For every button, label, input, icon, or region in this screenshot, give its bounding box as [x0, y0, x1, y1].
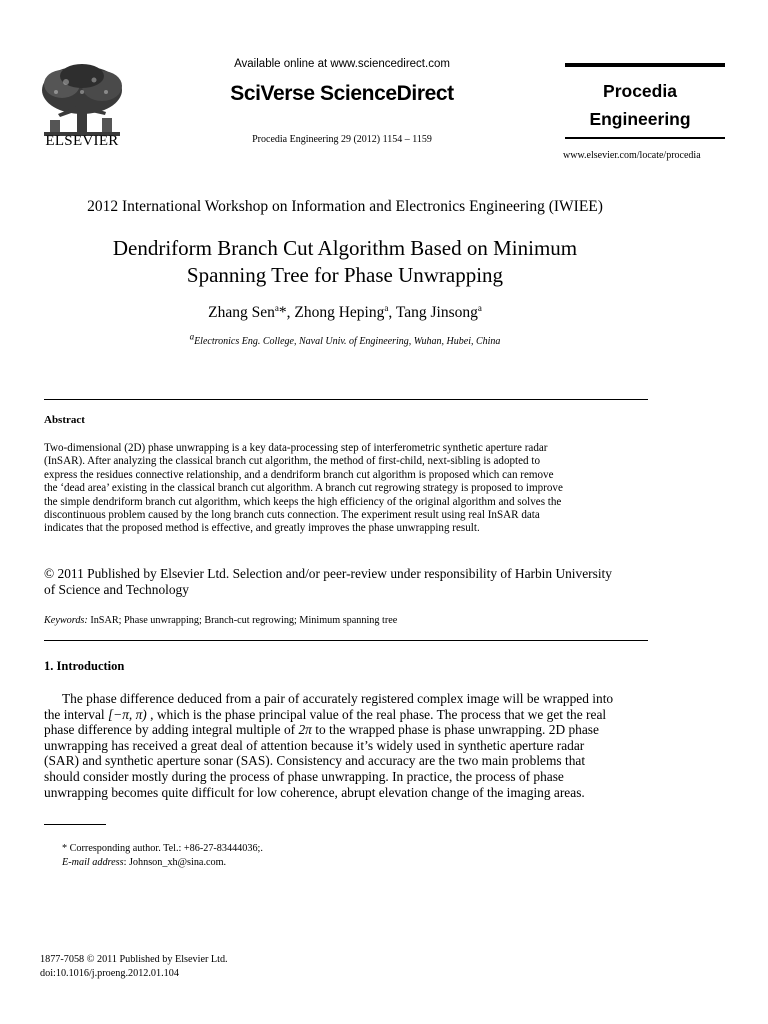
- interval-formula: [−π, π): [107, 706, 147, 722]
- abstract-heading: Abstract: [44, 414, 85, 426]
- intro-line: [44, 722, 648, 738]
- intro-text: , which is the phase principal value of the real phase. The process that we get the real: [146, 706, 607, 722]
- author-name[interactable]: Zhong Heping: [294, 304, 385, 321]
- copyright-line2: of Science and Technology: [44, 581, 189, 597]
- abstract-bottom-rule: [44, 640, 648, 641]
- corresponding-author-footnote: * Corresponding author. Tel.: +86-27-83444036;.: [62, 843, 263, 854]
- author-affiliation-mark: a: [477, 302, 482, 313]
- available-online-text: Available online at www.sciencedirect.com: [234, 58, 450, 70]
- workshop-name: 2012 International Workshop on Information and Electronics Engineering (IWIEE): [87, 198, 603, 215]
- keywords-label: Keywords:: [44, 615, 88, 626]
- platform-brand-name: SciVerse ScienceDirect: [230, 82, 454, 105]
- article-title: [50, 235, 640, 289]
- journal-name-line1: Procedia: [603, 81, 677, 101]
- email-address[interactable]: : Johnson_xh@sina.com.: [123, 857, 227, 868]
- copyright-line1: © 2011 Published by Elsevier Ltd. Selection and/or peer-review under responsibility of Harbin University: [44, 566, 612, 581]
- article-title-line2: Spanning Tree for Phase Unwrapping: [186, 263, 504, 287]
- introduction-body: [44, 691, 648, 800]
- author-affiliation-mark: a: [384, 302, 389, 313]
- abstract-line: Two-dimensional (2D) phase unwrapping is a key data-processing step of interferometric synthetic aperture radar: [44, 442, 548, 454]
- two-pi-formula: 2π: [298, 722, 312, 738]
- author-affiliation-mark: a: [274, 302, 279, 313]
- intro-text: to the wrapped phase is phase unwrapping. 2D phase: [311, 722, 599, 738]
- intro-line: should consider mostly during the process of phase unwrapping. In practice, the process of phase: [44, 768, 564, 784]
- intro-text: phase difference by adding integral multiple of: [44, 722, 299, 738]
- abstract-line: indicates that the proposed method is effective, and greatly improves the phase unwrapping result.: [44, 522, 480, 535]
- footnote-rule: [44, 824, 106, 825]
- copyright-notice: [44, 566, 648, 597]
- intro-line: [44, 707, 648, 723]
- journal-url-link[interactable]: www.elsevier.com/locate/procedia: [563, 150, 701, 161]
- author-affiliation: [40, 331, 650, 347]
- affiliation-mark: a: [189, 331, 195, 342]
- author-name[interactable]: Zhang Sen: [208, 304, 275, 321]
- abstract-body: [44, 442, 646, 536]
- intro-line: unwrapping becomes quite difficult for low coherence, abrupt elevation change of the imaging areas.: [44, 784, 585, 800]
- journal-name: [565, 77, 715, 133]
- keywords: [44, 615, 397, 626]
- doi-link[interactable]: doi:10.1016/j.proeng.2012.01.104: [40, 968, 179, 979]
- journal-box-top-rule: [565, 63, 725, 67]
- author-list: [40, 304, 650, 322]
- section-heading-introduction: 1. Introduction: [44, 659, 125, 673]
- article-title-line1: Dendriform Branch Cut Algorithm Based on Minimum: [112, 236, 578, 260]
- journal-name-line2: Engineering: [589, 109, 691, 129]
- intro-text: the interval: [44, 706, 108, 722]
- intro-line: unwrapping has received a great deal of attention because it’s widely used in synthetic aperture radar: [44, 737, 585, 753]
- abstract-line: discontinuous problem caused by the long branch cuts connection. The experiment result using real InSAR data: [44, 509, 540, 522]
- abstract-top-rule: [44, 399, 648, 400]
- publisher-name: ELSEVIER: [45, 133, 119, 149]
- keywords-list: InSAR; Phase unwrapping; Branch-cut regrowing; Minimum spanning tree: [87, 615, 398, 626]
- email-label: E-mail address: [62, 857, 124, 868]
- author-separator: *,: [278, 304, 295, 321]
- intro-line: The phase difference deduced from a pair of accurately registered complex image will be wrapped into: [62, 691, 614, 706]
- abstract-line: the ‘dead area’ existing in the classical branch cut algorithm. A branch cut regrowing strategy is proposed to improve: [44, 482, 563, 495]
- issn-notice: 1877-7058 © 2011 Published by Elsevier Ltd.: [40, 954, 228, 965]
- journal-citation: Procedia Engineering 29 (2012) 1154 – 1159: [252, 134, 432, 145]
- journal-box-bottom-rule: [565, 137, 725, 139]
- author-separator: ,: [388, 304, 396, 321]
- affiliation-text: Electronics Eng. College, Naval Univ. of Engineering, Wuhan, Hubei, China: [194, 336, 501, 347]
- abstract-line: express the residues connective relationship, and a dendriform branch cut algorithm is proposed which can remove: [44, 468, 554, 481]
- abstract-line: (InSAR). After analyzing the classical branch cut algorithm, the method of first-child, next-sibling is adopted to: [44, 455, 541, 468]
- author-name[interactable]: Tang Jinsong: [395, 304, 478, 321]
- abstract-line: the simple dendriform branch cut algorithm, which keeps the high efficiency of the original algorithm and solves the: [44, 495, 562, 508]
- email-footnote: [62, 857, 226, 868]
- intro-line: (SAR) and synthetic aperture sonar (SAS). Consistency and accuracy are the two main problems that: [44, 753, 586, 769]
